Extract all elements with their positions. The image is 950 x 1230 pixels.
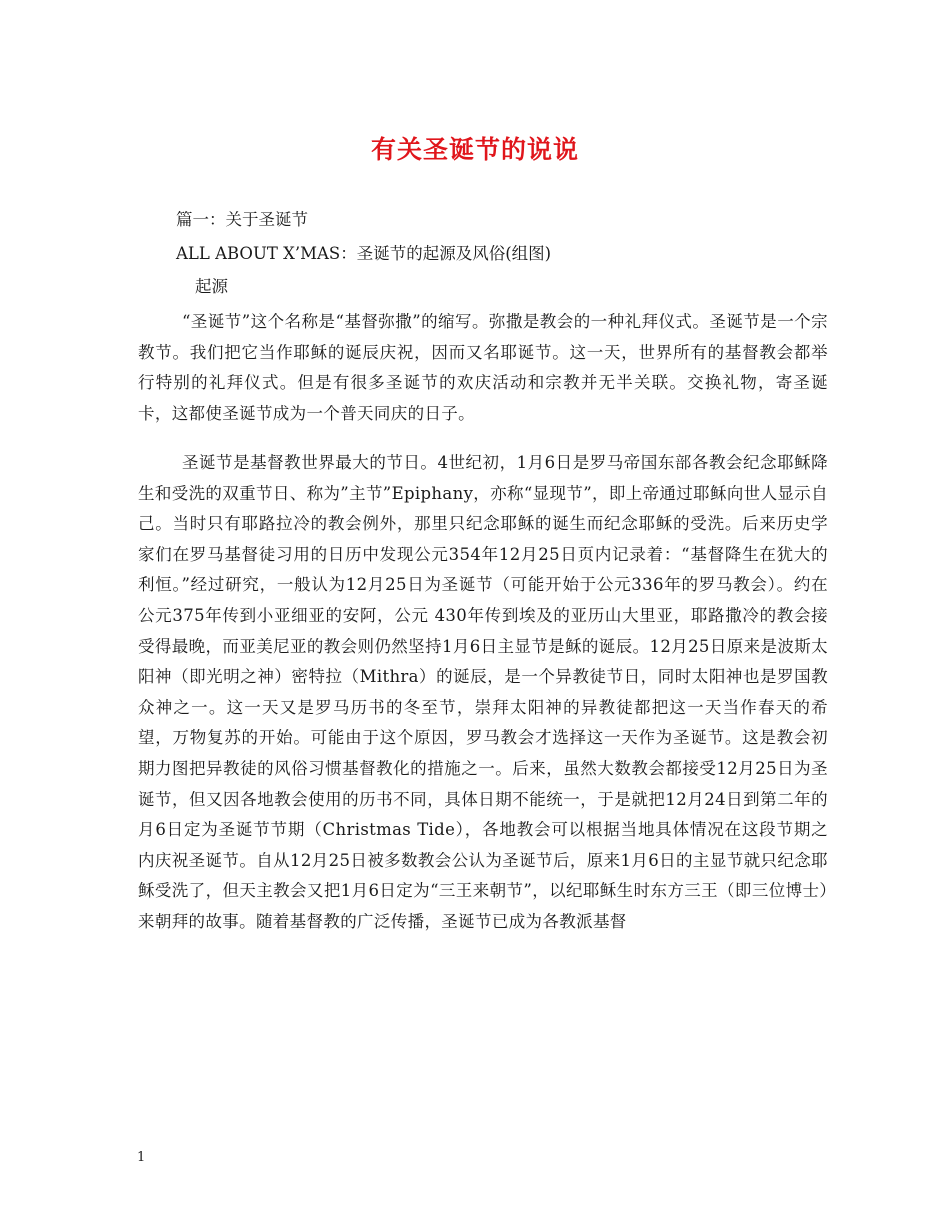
- sub-heading: ALL ABOUT X’MAS：圣诞节的起源及风俗(组图): [176, 244, 552, 263]
- section-label: 起源: [195, 277, 228, 296]
- paragraph-1: “圣诞节”这个名称是“基督弥撒”的缩写。弥撒是教会的一种礼拜仪式。圣诞节是一个宗教节。我们把它当作耶稣的诞辰庆祝，因而又名耶诞节。这一天，世界所有的基督教会都举行特别的礼拜仪式。但是有很多圣诞节的欢庆活动和宗教并无半关联。交换礼物，寄圣诞卡，这都使圣诞节成为一个普天同庆的日子。: [138, 312, 828, 423]
- part-heading: 篇一：关于圣诞节: [176, 210, 308, 229]
- document-title: 有关圣诞节的说说: [370, 135, 579, 164]
- page-number: 1: [137, 1150, 146, 1165]
- paragraph-2: 圣诞节是基督教世界最大的节日。4世纪初，1月6日是罗马帝国东部各教会纪念耶稣降生和受洗的双重节日、称为”主节”Epiphany，亦称“显现节”，即上帝通过耶稣向世人显示自己。当时只有耶路拉冷的教会例外，那里只纪念耶稣的诞生而纪念耶稣的受洗。后来历史学家们在罗马基督徒习用的日历中发现公元354年12月25日页内记录着：“基督降生在犹大的利恒。”经过研究，一般认为12月25日为圣诞节（可能开始于公元336年的罗马教会）。约在公元375年传到小亚细亚的安阿，公元 430年传到埃及的亚历山大里亚，耶路撒冷的教会接受得最晚，而亚美尼亚的教会则仍然坚持1月6日主显节是稣的诞辰。12月25日原来是波斯太阳神（即光明之神）密特拉（Mithra）的诞辰，是一个异教徒节日，同时太阳神也是罗国教众神之一。这一天又是罗马历书的冬至节，崇拜太阳神的异教徒都把这一天当作春天的希望，万物复苏的开始。可能由于这个原因，罗马教会才选择这一天作为圣诞节。这是教会初期力图把异教徒的风俗习惯基督教化的措施之一。后来，虽然大数教会都接受12月25日为圣诞节，但又因各地教会使用的历书不同，具体日期不能统一，于是就把12月24日到第二年的月6日定为圣诞节节期（Christmas Tide），各地教会可以根据当地具体情况在这段节期之内庆祝圣诞节。自从12月25日被多数教会公认为圣诞节后，原来1月6日的主显节就只纪念耶稣受洗了，但天主教会又把1月6日定为“三王来朝节”，以纪耶稣生时东方三王（即三位博士）来朝拜的故事。随着基督教的广泛传播，圣诞节已成为各教派基督: [138, 453, 828, 931]
